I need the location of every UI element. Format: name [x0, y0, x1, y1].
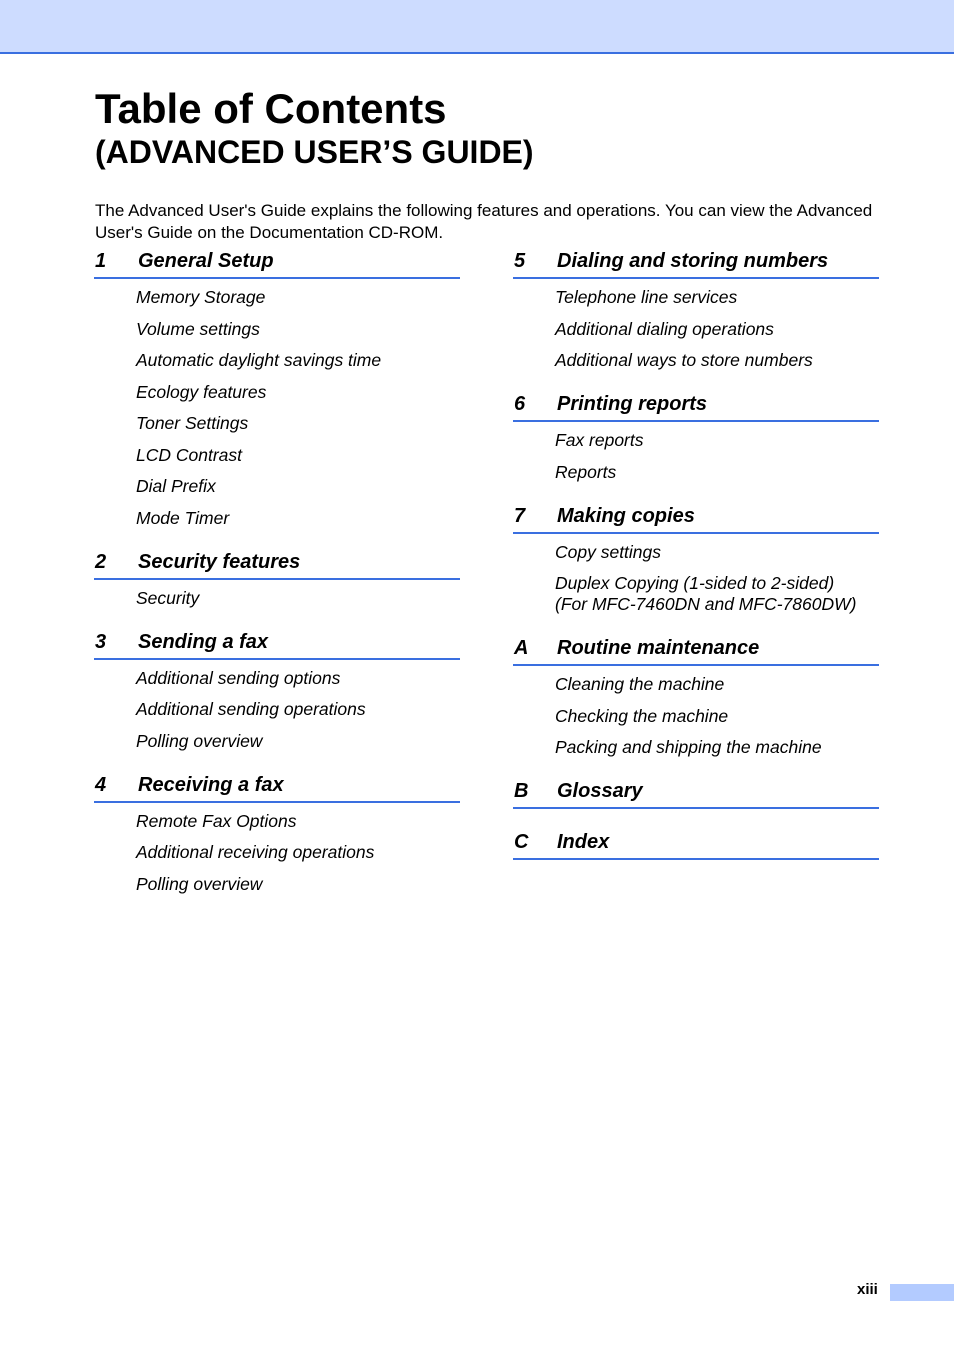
toc-entry[interactable]: Ecology features [136, 381, 267, 402]
toc-entry[interactable]: Additional ways to store numbers [555, 350, 813, 370]
toc-chapter [513, 778, 879, 809]
chapter-number: A [514, 637, 529, 659]
toc-column-right [513, 248, 879, 880]
toc-entry[interactable]: Additional receiving operations [136, 842, 375, 862]
chapter-items [513, 422, 879, 483]
chapter-number: 5 [514, 250, 526, 272]
chapter-title: Printing reports [557, 393, 708, 415]
chapter-number: 1 [95, 250, 107, 272]
toc-entry[interactable]: Fax reports [555, 430, 644, 450]
chapter-items [94, 803, 460, 895]
chapter-heading[interactable] [513, 829, 879, 860]
toc-entry[interactable]: Additional sending operations [136, 699, 366, 719]
toc-entry[interactable]: Checking the machine [555, 705, 729, 726]
title-block [95, 84, 895, 170]
toc-column-left [94, 248, 460, 915]
chapter-heading[interactable] [513, 391, 879, 422]
chapter-number: 7 [514, 504, 526, 527]
chapter-number: 3 [95, 630, 107, 653]
toc-chapter [513, 829, 879, 860]
page-title: Table of Contents [95, 85, 447, 132]
chapter-title: Security features [138, 550, 301, 573]
chapter-title: Routine maintenance [557, 637, 760, 659]
toc-entry[interactable]: Mode Timer [136, 507, 230, 528]
page-subtitle: (ADVANCED USER’S GUIDE) [95, 134, 534, 170]
toc-entry[interactable]: LCD Contrast [136, 444, 243, 465]
chapter-title: Dialing and storing numbers [557, 250, 829, 272]
toc-entry[interactable]: Packing and shipping the machine [555, 737, 822, 757]
chapter-title: Index [557, 831, 610, 853]
chapter-number: 6 [514, 393, 526, 415]
chapter-number: B [514, 780, 529, 802]
toc-chapter [94, 549, 460, 609]
toc-entry[interactable]: Memory Storage [136, 287, 266, 307]
toc-entry[interactable]: Automatic daylight savings time [136, 350, 382, 370]
chapter-title: General Setup [138, 250, 274, 272]
intro-paragraph: The Advanced User's Guide explains the following features and operations. You can view the Advanced User's Guide on the Documentation CD-ROM. [95, 201, 873, 242]
page-number: xiii [857, 1281, 878, 1298]
toc-chapter [513, 503, 879, 616]
chapter-items [94, 580, 460, 609]
chapter-items [94, 660, 460, 752]
toc-chapter [513, 635, 879, 758]
page-tab-marker [890, 1284, 954, 1301]
chapter-items [513, 279, 879, 371]
toc-entry[interactable]: Cleaning the machine [555, 674, 725, 694]
toc-chapter [94, 629, 460, 752]
chapter-title: Receiving a fax [138, 773, 284, 796]
chapter-heading[interactable] [513, 503, 879, 534]
toc-entry[interactable]: Security [136, 587, 200, 608]
chapter-heading[interactable] [94, 248, 460, 279]
header-band [0, 0, 954, 54]
toc-entry[interactable]: Dial Prefix [136, 476, 216, 496]
toc-entry[interactable]: Additional dialing operations [555, 318, 774, 339]
chapter-title: Sending a fax [138, 630, 269, 653]
toc-entry[interactable]: Toner Settings [136, 413, 249, 433]
chapter-items [513, 666, 879, 758]
chapter-heading[interactable] [513, 248, 879, 279]
chapter-heading[interactable] [94, 772, 460, 803]
toc-entry[interactable]: Remote Fax Options [136, 810, 297, 831]
chapter-number: C [514, 831, 529, 853]
toc-entry[interactable]: Copy settings [555, 541, 662, 562]
chapter-title: Glossary [557, 780, 643, 802]
chapter-number: 2 [95, 550, 107, 573]
toc-entry[interactable]: Reports [555, 461, 617, 482]
chapter-heading[interactable] [94, 549, 460, 580]
toc-entry[interactable]: Volume settings [136, 318, 260, 339]
chapter-heading[interactable] [513, 635, 879, 666]
toc-chapter [513, 248, 879, 371]
chapter-heading[interactable] [94, 629, 460, 660]
toc-entry[interactable]: Additional sending options [136, 667, 341, 688]
toc-chapter [94, 248, 460, 529]
toc-entry[interactable]: Polling overview [136, 873, 263, 894]
toc-chapter [94, 772, 460, 895]
toc-entry[interactable]: Telephone line services [555, 287, 738, 307]
chapter-number: 4 [95, 773, 107, 796]
chapter-heading[interactable] [513, 778, 879, 809]
toc-chapter [513, 391, 879, 483]
toc-entry[interactable]: Duplex Copying (1-sided to 2-sided) (For MFC-7460DN and MFC-7860DW) [555, 573, 857, 614]
toc-entry[interactable]: Polling overview [136, 730, 263, 751]
chapter-items [513, 534, 879, 616]
chapter-title: Making copies [557, 504, 695, 527]
chapter-items [94, 279, 460, 529]
